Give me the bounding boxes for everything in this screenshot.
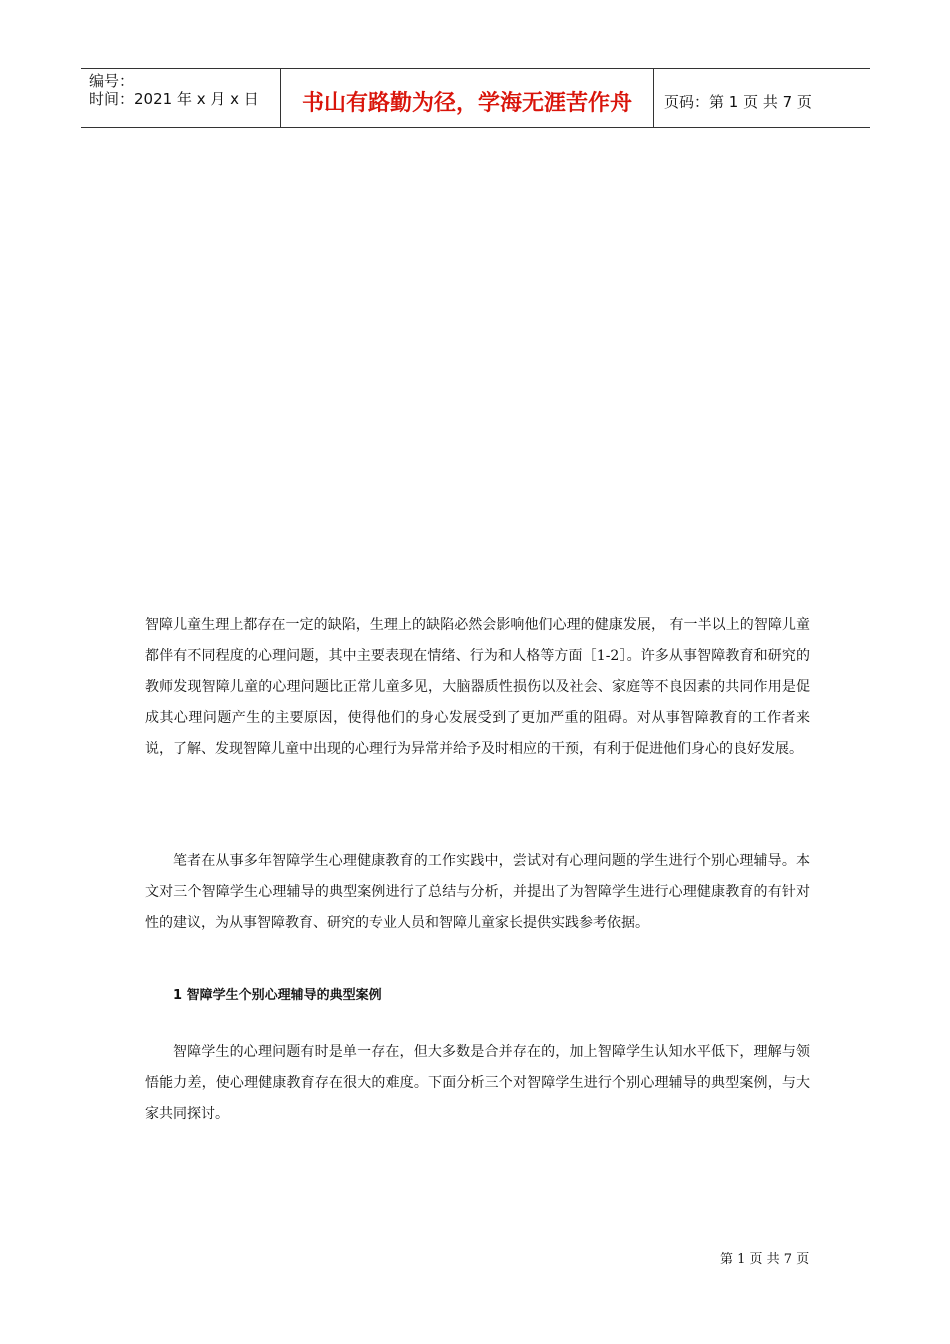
motto-text: 书山有路勤为径，学海无涯苦作舟 [301, 91, 632, 116]
header-page-cell [654, 69, 870, 127]
header-meta-cell [81, 69, 281, 127]
header-page-number: 页码：第 1 页 共 7 页 [664, 93, 812, 111]
paragraph-section-intro: 智障学生的心理问题有时是单一存在，但大多数是合并存在的，加上智障学生认知水平低下，理解与领悟能力差，使心理健康教育存在很大的难度。下面分析三个对智障学生进行个别心理辅导的典型案例，与大家共同探讨。 [145, 1044, 810, 1122]
paragraph-intro: 智障儿童生理上都存在一定的缺陷，生理上的缺陷必然会影响他们心理的健康发展， 有一半以上的智障儿童都伴有不同程度的心理问题，其中主要表现在情绪、行为和人格等方面［1-2］。许多从事智障教育和研究的教师发现智障儿童的心理问题比正常儿童多见，大脑器质性损伤以及社会、家庭等不良因素的共同作用是促成其心理问题产生的主要原因，使得他们的身心发展受到了更加严重的阻碍。对从事智障教育的工作者来说，了解、发现智障儿童中出现的心理行为异常并给予及时相应的干预，有利于促进他们身心的良好发展。 [145, 617, 810, 757]
document-header [81, 68, 870, 128]
section-heading: 1 智障学生个别心理辅导的典型案例 [173, 988, 382, 1003]
number-label: 编号： [89, 72, 135, 90]
header-motto-cell [281, 69, 654, 127]
paragraph-purpose: 笔者在从事多年智障学生心理健康教育的工作实践中，尝试对有心理问题的学生进行个别心理辅导。本文对三个智障学生心理辅导的典型案例进行了总结与分析，并提出了为智障学生进行心理健康教育的有针对性的建议，为从事智障教育、研究的专业人员和智障儿童家长提供实践参考依据。 [145, 853, 810, 931]
date-line: 时间：2021 年 x 月 x 日 [89, 90, 259, 108]
footer-page-number: 第 1 页 共 7 页 [720, 1252, 810, 1267]
